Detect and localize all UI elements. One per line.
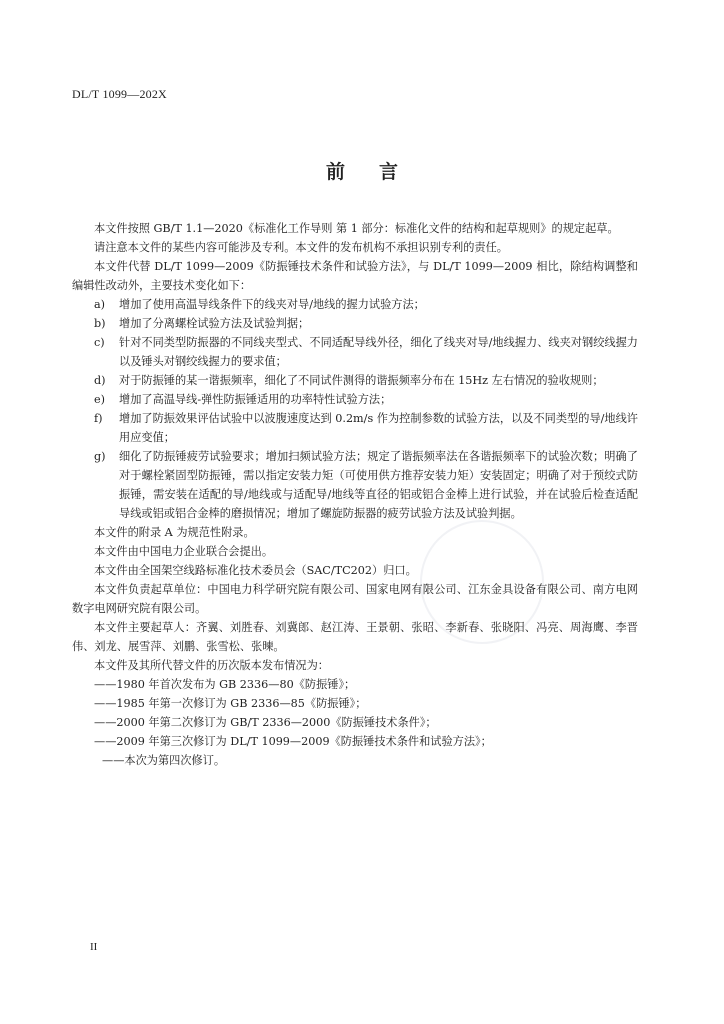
closing-paragraph: 本文件的附录 A 为规范性附录。: [94, 526, 255, 539]
change-item: [72, 333, 638, 371]
closing-paragraph: 本文件负责起草单位：中国电力科学研究院有限公司、国家电网有限公司、江东金具设备有限公司、南方电网数字电网研究院有限公司。: [72, 583, 638, 615]
closing-paragraph: 本文件由全国架空线路标准化技术委员会（SAC/TC202）归口。: [94, 564, 417, 577]
change-label: b): [94, 317, 106, 330]
change-label: e): [94, 393, 105, 406]
change-item: [72, 447, 638, 523]
page-title: [0, 157, 724, 184]
change-item: [72, 314, 638, 333]
closing-paragraph: 本文件由中国电力企业联合会提出。: [94, 545, 274, 558]
history-entry: ——1980 年首次发布为 GB 2336—80《防振锤》；: [94, 678, 356, 691]
document-body: [72, 219, 638, 770]
intro-paragraph: 本文件按照 GB/T 1.1—2020《标准化工作导则 第 1 部分：标准化文件的结构和起草规则》的规定起草。: [94, 222, 619, 235]
history-entry: ——2000 年第二次修订为 GB/T 2336—2000《防振锤技术条件》；: [94, 716, 437, 729]
change-text: 对于防振锤的某一谐振频率，细化了不同试件测得的谐振频率分布在 15Hz 左右情况的验收规则；: [119, 374, 604, 387]
change-text: 增加了分离螺栓试验方法及试验判据；: [119, 317, 310, 330]
change-label: d): [94, 374, 106, 387]
change-text: 增加了高温导线-弹性防振锤适用的功率特性试验方法；: [119, 393, 392, 406]
title-char-1: 前: [325, 161, 345, 183]
change-text: 增加了防振效果评估试验中以波腹速度达到 0.2m/s 作为控制参数的试验方法，以及不同类型的导/地线许用应变值；: [119, 412, 638, 444]
change-item: [72, 371, 638, 390]
change-item: [72, 295, 638, 314]
intro-paragraph: 本文件代替 DL/T 1099—2009《防振锤技术条件和试验方法》，与 DL/T 1099—2009 相比，除结构调整和编辑性改动外，主要技术变化如下：: [72, 260, 638, 292]
change-label: a): [94, 298, 106, 311]
history-entry: ——本次为第四次修订。: [102, 754, 226, 767]
change-item: [72, 390, 638, 409]
intro-paragraph: 请注意本文件的某些内容可能涉及专利。本文件的发布机构不承担识别专利的责任。: [94, 241, 508, 254]
change-label: f): [94, 412, 103, 425]
page-number: II: [90, 941, 98, 953]
change-item: [72, 409, 638, 447]
closing-paragraph: 本文件主要起草人：齐翼、刘胜春、刘冀郎、赵江涛、王景朝、张昭、李新春、张晓阳、冯亮、周海鹰、李晋伟、刘龙、展雪萍、刘鹏、张雪松、张暕。: [72, 621, 638, 653]
change-label: c): [94, 336, 105, 349]
change-text: 细化了防振锤疲劳试验要求；增加扫频试验方法；规定了谐振频率法在各谐振频率下的试验次数；明确了对于螺栓紧固型防振锤，需以指定安装力矩（可使用供方推荐安装力矩）安装固定；明确了对于预绞式防振锤，需安装在适配的导/地线或与适配导/地线等直径的铝或铝合金棒上进行试验，并在试验后检查适配导线或铝或铝合金棒的磨损情况；增加了螺旋防振器的疲劳试验方法及试验判据。: [119, 450, 638, 520]
title-char-2: 言: [379, 161, 399, 183]
change-text: 针对不同类型防振器的不同线夹型式、不同适配导线外径，细化了线夹对导/地线握力、线夹对钢绞线握力以及锤头对钢绞线握力的要求值；: [119, 336, 638, 368]
change-text: 增加了使用高温导线条件下的线夹对导/地线的握力试验方法；: [119, 298, 425, 311]
change-label: g): [94, 450, 106, 463]
closing-paragraph: 本文件及其所代替文件的历次版本发布情况为：: [94, 659, 329, 672]
history-entry: ——1985 年第一次修订为 GB 2336—85《防振锤》；: [94, 697, 367, 710]
history-entry: ——2009 年第三次修订为 DL/T 1099—2009《防振锤技术条件和试验方法》；: [94, 735, 492, 748]
document-code: DL/T 1099—202X: [72, 87, 167, 101]
